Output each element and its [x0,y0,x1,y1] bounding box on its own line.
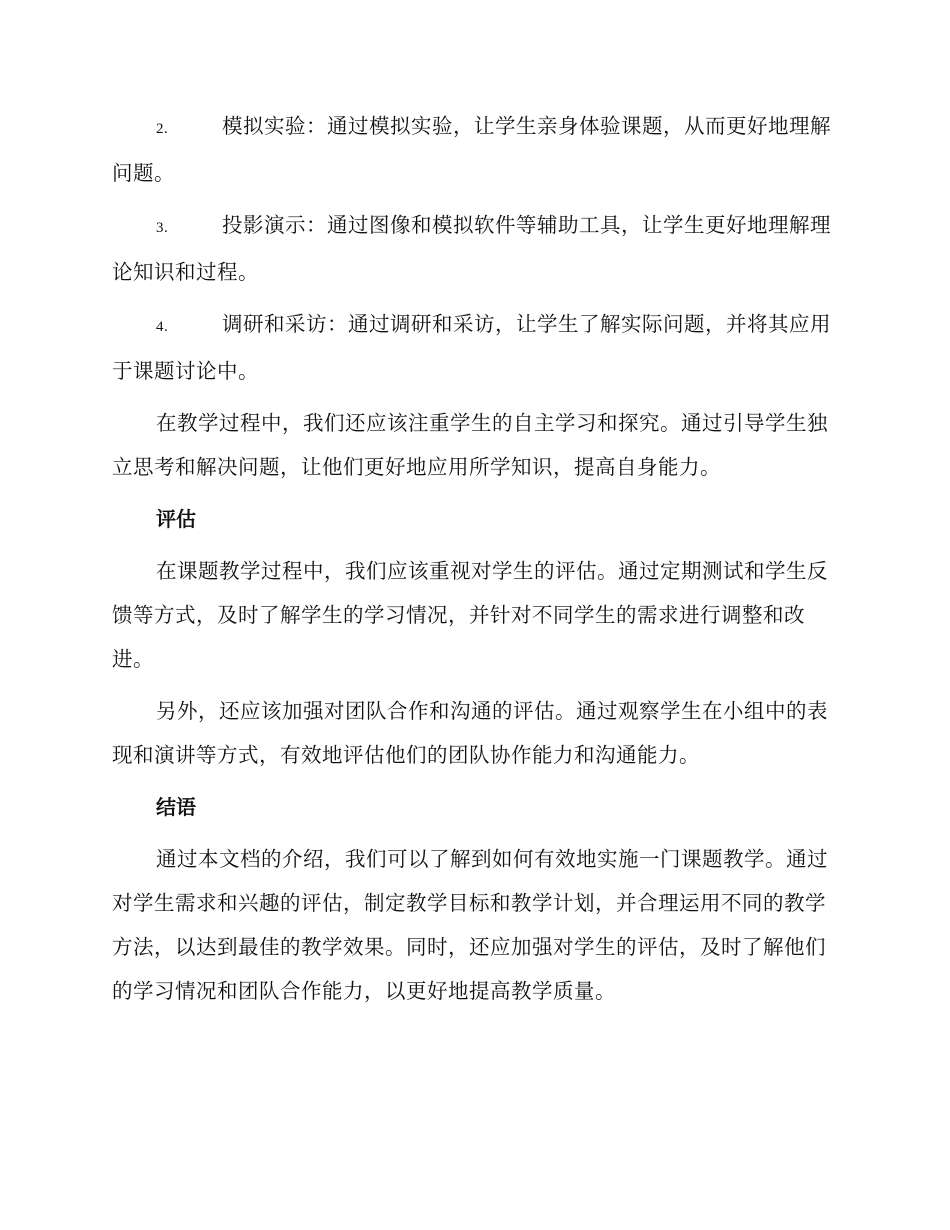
list-item-research [112,302,834,393]
paragraph-evaluation-1: 在课题教学过程中，我们应该重视对学生的评估。通过定期测试和学生反馈等方式，及时了解学生的学习情况，并针对不同学生的需求进行调整和改进。 [112,559,828,671]
list-text: 模拟实验：通过模拟实验，让学生亲身体验课题，从而更好地理解问题。 [112,114,831,185]
paragraph-conclusion: 通过本文档的介绍，我们可以了解到如何有效地实施一门课题教学。通过对学生需求和兴趣的评估，制定教学目标和教学计划，并合理运用不同的教学方法，以达到最佳的教学效果。同时，还应加强对学生的评估，及时了解他们的学习情况和团队合作能力，以更好地提高教学质量。 [112,847,828,1003]
list-number: 4. [156,319,169,335]
paragraph-autonomy: 在教学过程中，我们还应该注重学生的自主学习和探究。通过引导学生独立思考和解决问题，让他们更好地应用所学知识，提高自身能力。 [112,411,828,479]
list-item-projection [112,203,834,294]
list-item-simulation [112,104,834,195]
list-text: 调研和采访：通过调研和采访，让学生了解实际问题，并将其应用于课题讨论中。 [112,312,831,383]
heading-evaluation: 评估 [156,507,196,531]
heading-conclusion: 结语 [156,795,196,819]
document-page [112,104,834,1021]
list-number: 2. [156,121,169,137]
list-text: 投影演示：通过图像和模拟软件等辅助工具，让学生更好地理解理论知识和过程。 [112,213,831,284]
paragraph-evaluation-2: 另外，还应该加强对团队合作和沟通的评估。通过观察学生在小组中的表现和演讲等方式，有效地评估他们的团队协作能力和沟通能力。 [112,699,828,767]
list-number: 3. [156,220,169,236]
